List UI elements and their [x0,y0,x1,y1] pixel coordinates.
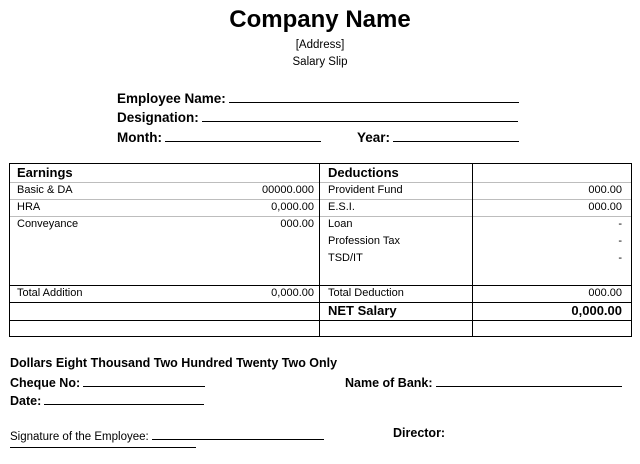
total-deduction-label: Total Deduction [328,287,404,299]
designation-field[interactable] [117,109,518,127]
cheque-line [83,374,205,387]
deduction-amount: - [618,252,622,264]
employee-name-field[interactable] [117,90,519,108]
month-label: Month: [117,130,162,145]
date-label: Date: [10,394,42,408]
company-name: Company Name [229,6,411,33]
month-field[interactable] [117,129,321,147]
deductions-header: Deductions [328,165,399,180]
year-field[interactable] [357,129,519,147]
total-addition-label: Total Addition [17,287,83,299]
year-line [393,129,519,142]
date-field[interactable] [10,392,204,410]
designation-label: Designation: [117,110,199,125]
deduction-label: TSD/IT [328,252,363,264]
earnings-amount: 0,000.00 [271,201,314,213]
designation-line [202,109,518,122]
signature-field[interactable] [10,427,324,445]
document-title: Salary Slip [292,56,348,68]
director-label: Director: [393,426,446,440]
signature-label: Signature of the Employee: [10,431,149,443]
deduction-amount: 000.00 [588,184,622,196]
deduction-label: Loan [328,218,353,230]
amount-in-words: Dollars Eight Thousand Two Hundred Twenty Two Only [10,356,338,370]
earnings-header: Earnings [17,165,73,180]
signature-line [152,427,324,440]
extra-signature-line [10,447,196,448]
deduction-amount: - [618,235,622,247]
net-salary-label: NET Salary [328,303,397,318]
bank-field[interactable] [345,374,622,392]
table-total-rule [10,285,631,286]
table-column-divider [472,163,473,337]
earnings-label: Basic & DA [17,184,73,196]
bank-line [436,374,622,387]
employee-name-label: Employee Name: [117,91,226,106]
month-line [165,129,321,142]
bank-label: Name of Bank: [345,376,433,390]
deduction-label: Profession Tax [328,235,400,247]
earnings-label: HRA [17,201,41,213]
cheque-field[interactable] [10,374,205,392]
table-row-rule [10,199,631,200]
company-address: [Address] [295,39,345,51]
table-row-rule [10,216,631,217]
table-bottom-border [10,336,631,337]
deduction-label: E.S.I. [328,201,355,213]
earnings-amount: 000.00 [280,218,314,230]
deduction-amount: - [618,218,622,230]
earnings-amount: 00000.000 [262,184,314,196]
total-deduction-value: 000.00 [588,287,622,299]
table-row-rule [10,182,631,183]
date-line [44,392,204,405]
net-salary-value: 0,000.00 [571,303,622,318]
employee-name-line [229,90,519,103]
earnings-label: Conveyance [17,218,79,230]
deduction-label: Provident Fund [328,184,403,196]
table-column-divider [319,163,320,337]
salary-table [9,163,632,337]
table-top-border [10,163,631,164]
table-net-bottom-rule [10,320,631,321]
cheque-label: Cheque No: [10,376,81,390]
year-label: Year: [357,130,391,145]
deduction-amount: 000.00 [588,201,622,213]
total-addition-value: 0,000.00 [271,287,314,299]
